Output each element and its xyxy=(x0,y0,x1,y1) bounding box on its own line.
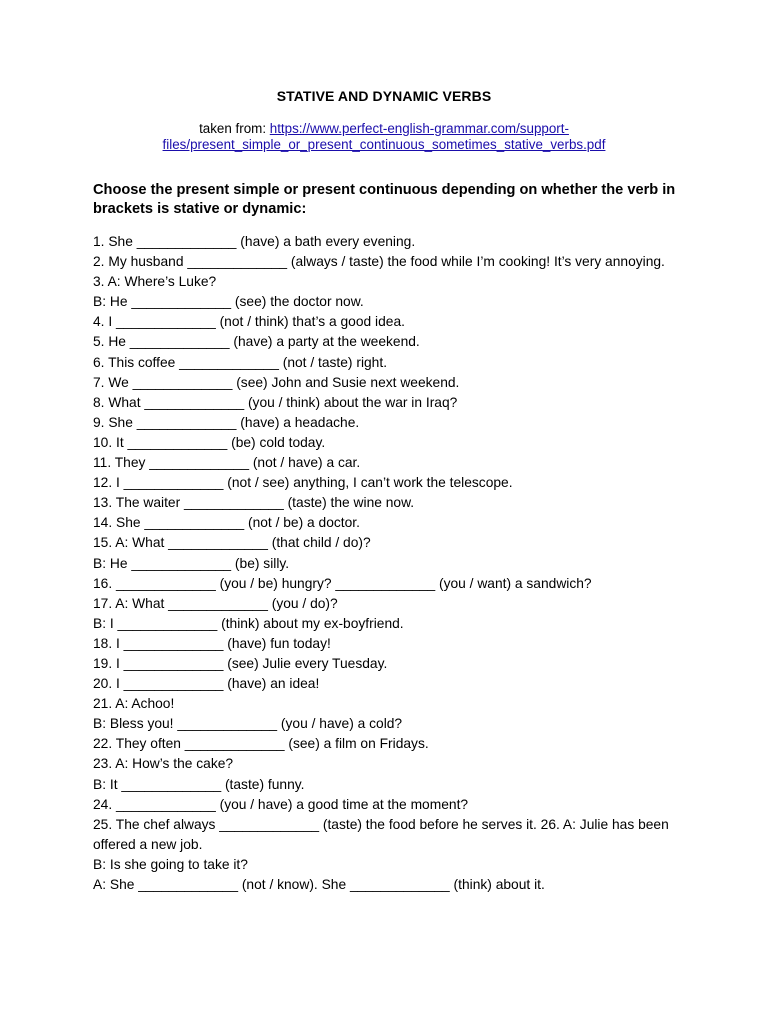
exercise-line: B: He _____________ (see) the doctor now. xyxy=(93,294,364,310)
exercise-line: 18. I _____________ (have) fun today! xyxy=(93,635,331,651)
exercise-line: 7. We _____________ (see) John and Susie next weekend. xyxy=(93,374,460,390)
exercise-line: 12. I _____________ (not / see) anything, I can’t work the telescope. xyxy=(93,475,513,491)
exercise-line: B: Bless you! _____________ (you / have) a cold? xyxy=(93,716,403,732)
exercise-list xyxy=(93,232,683,895)
document-title: STATIVE AND DYNAMIC VERBS xyxy=(276,88,492,104)
exercise-line: 25. The chef always _____________ (taste) the food before he serves it. 26. A: Julie has been offered a new job. xyxy=(93,816,669,852)
exercise-line: B: It _____________ (taste) funny. xyxy=(93,776,305,792)
exercise-line: B: Is she going to take it? xyxy=(93,856,248,872)
exercise-line: 1. She _____________ (have) a bath every evening. xyxy=(93,234,416,249)
source-link-part-1[interactable]: https://www.perfect-english-grammar.com/support- xyxy=(269,121,569,136)
source-link-part-2[interactable]: files/present_simple_or_present_continuous_sometimes_stative_verbs.pdf xyxy=(162,137,606,152)
exercise-line: 21. A: Achoo! xyxy=(93,696,175,712)
exercise-instructions: Choose the present simple or present continuous depending on whether the verb in brackets is stative or dynamic: xyxy=(93,182,676,217)
exercise-line: 15. A: What _____________ (that child / do)? xyxy=(93,535,371,551)
exercise-line: 13. The waiter _____________ (taste) the wine now. xyxy=(93,495,415,511)
source-attribution xyxy=(0,121,768,153)
exercise-line: 8. What _____________ (you / think) about the war in Iraq? xyxy=(93,394,458,410)
source-prefix: taken from: xyxy=(199,121,270,136)
exercise-line: 9. She _____________ (have) a headache. xyxy=(93,414,360,430)
exercise-line: 3. A: Where’s Luke? xyxy=(93,274,217,290)
exercise-line: 23. A: How’s the cake? xyxy=(93,756,234,772)
exercise-line: 20. I _____________ (have) an idea! xyxy=(93,676,320,692)
exercise-line: 10. It _____________ (be) cold today. xyxy=(93,434,326,450)
exercise-line: 22. They often _____________ (see) a film on Fridays. xyxy=(93,736,429,752)
exercise-line: 19. I _____________ (see) Julie every Tuesday. xyxy=(93,655,388,671)
exercise-line: B: I _____________ (think) about my ex-boyfriend. xyxy=(93,615,404,631)
exercise-line: 16. _____________ (you / be) hungry? _____________ (you / want) a sandwich? xyxy=(93,575,592,591)
exercise-line: 11. They _____________ (not / have) a car. xyxy=(93,455,361,471)
exercise-line: 6. This coffee _____________ (not / taste) right. xyxy=(93,354,388,370)
exercise-line: B: He _____________ (be) silly. xyxy=(93,555,290,571)
exercise-line: 5. He _____________ (have) a party at the weekend. xyxy=(93,334,420,350)
exercise-line: 24. _____________ (you / have) a good time at the moment? xyxy=(93,796,469,812)
exercise-line: 4. I _____________ (not / think) that’s a good idea. xyxy=(93,314,405,330)
exercise-line: A: She _____________ (not / know). She _____________ (think) about it. xyxy=(93,877,545,892)
exercise-line: 17. A: What _____________ (you / do)? xyxy=(93,595,338,611)
exercise-line: 14. She _____________ (not / be) a doctor. xyxy=(93,515,360,531)
exercise-line: 2. My husband _____________ (always / taste) the food while I’m cooking! It’s very annoying. xyxy=(93,254,665,270)
